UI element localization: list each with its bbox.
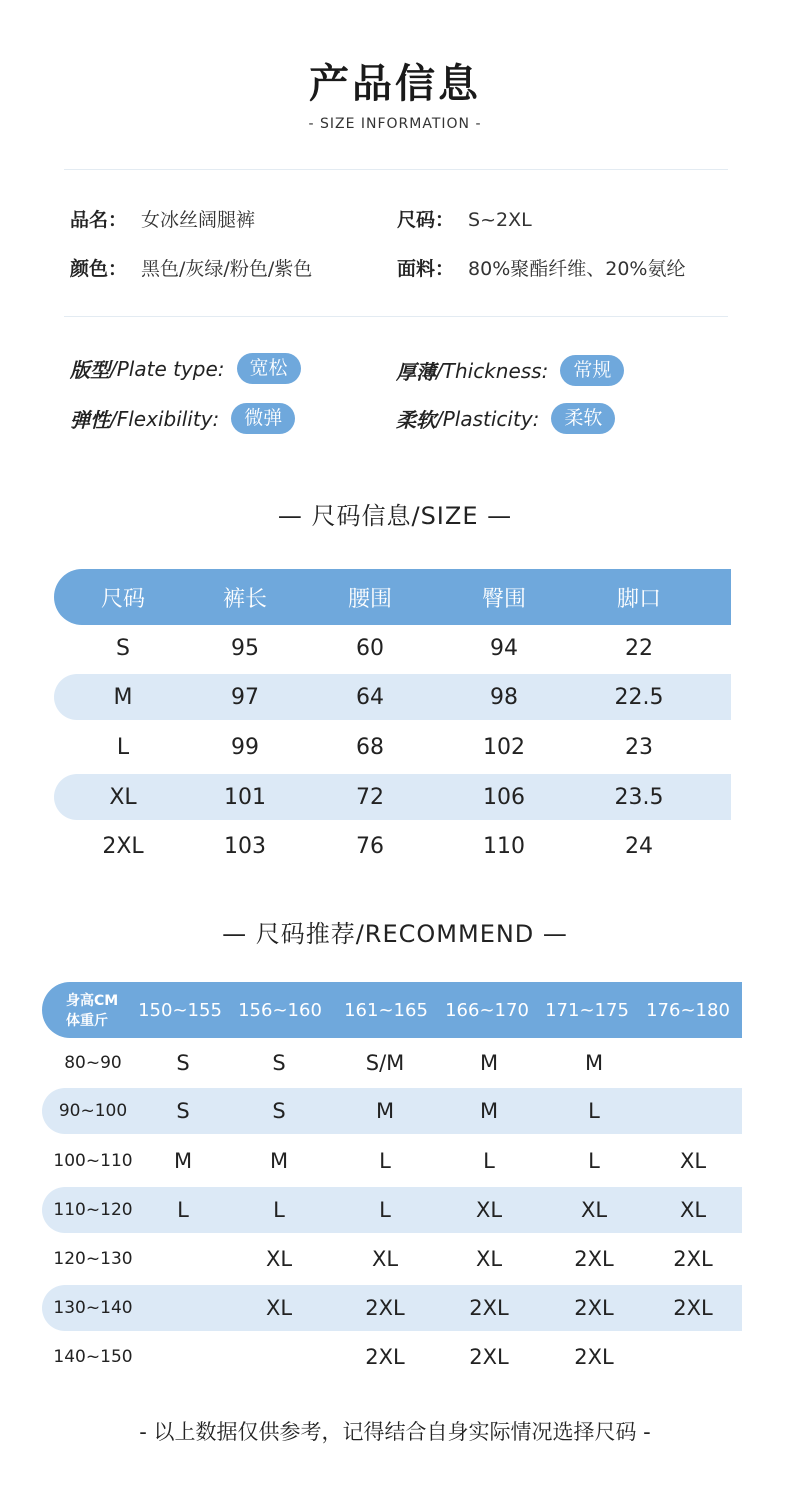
size-header-cell: 尺码: [100, 586, 146, 612]
height-header-cell: 166~170: [445, 999, 529, 1021]
divider-top: [64, 169, 728, 170]
info-fabric-label: 面料：: [397, 258, 455, 280]
weight-cell: 110~120: [53, 1200, 133, 1220]
table-row: [54, 774, 731, 820]
prop-plate-type-zh: 版型: [70, 358, 110, 382]
footer-note: - 以上数据仅供参考，记得结合自身实际情况选择尺码 -: [139, 1420, 651, 1444]
table-row: [42, 1088, 742, 1134]
table-row: [42, 1040, 742, 1086]
weight-cell: 100~110: [53, 1151, 133, 1171]
corner-weight-label: 体重斤: [66, 1013, 108, 1029]
page-title: 产品信息: [309, 61, 481, 107]
size-cell: 68: [356, 734, 384, 760]
size-cell: 103: [224, 833, 266, 859]
recommend-cell: L: [177, 1198, 189, 1222]
table-row: [42, 1138, 742, 1184]
recommend-cell: L: [379, 1198, 391, 1222]
prop-plasticity-zh: 柔软: [396, 408, 436, 432]
size-cell: 98: [490, 684, 518, 710]
recommend-cell: L: [588, 1149, 600, 1173]
info-size-label: 尺码：: [397, 209, 455, 231]
recommend-cell: S/M: [365, 1051, 405, 1075]
weight-cell: 140~150: [53, 1347, 133, 1367]
recommend-cell: XL: [580, 1198, 608, 1222]
recommend-cell: 2XL: [574, 1247, 614, 1271]
size-cell: 99: [231, 734, 259, 760]
recommend-corner-cell: [66, 991, 118, 1031]
recommend-cell: S: [272, 1051, 286, 1075]
size-cell: 97: [231, 684, 259, 710]
info-color-label: 颜色：: [70, 258, 128, 280]
recommend-cell: M: [479, 1099, 499, 1123]
table-row: [42, 1334, 742, 1380]
size-cell: L: [116, 734, 130, 760]
recommend-cell: XL: [265, 1296, 293, 1320]
height-header-cell: 161~165: [344, 999, 428, 1021]
prop-plate-type-en: /Plate type:: [110, 356, 225, 381]
recommend-cell: M: [173, 1149, 193, 1173]
size-table-header: [54, 569, 731, 625]
recommend-cell: L: [483, 1149, 495, 1173]
recommend-cell: 2XL: [365, 1296, 405, 1320]
recommend-cell: M: [479, 1051, 499, 1075]
size-cell: 110: [483, 833, 525, 859]
size-header-cell: 脚口: [616, 586, 662, 612]
info-name: [70, 205, 255, 232]
size-cell: 23: [625, 734, 653, 760]
recommend-cell: L: [273, 1198, 285, 1222]
size-cell: 106: [483, 784, 525, 810]
size-cell: 72: [356, 784, 384, 810]
height-header-cell: 176~180: [646, 999, 730, 1021]
size-cell: 24: [625, 833, 653, 859]
recommend-cell: XL: [679, 1198, 707, 1222]
weight-cell: 130~140: [53, 1298, 133, 1318]
info-fabric: [397, 254, 685, 281]
recommend-cell: S: [176, 1051, 190, 1075]
info-size-value: S~2XL: [468, 209, 532, 231]
recommend-cell: L: [588, 1099, 600, 1123]
page-subtitle: - SIZE INFORMATION -: [308, 116, 482, 132]
size-cell: 22.5: [614, 684, 664, 710]
recommend-cell: M: [584, 1051, 604, 1075]
recommend-cell: 2XL: [673, 1247, 713, 1271]
recommend-cell: L: [379, 1149, 391, 1173]
height-header-cell: 156~160: [238, 999, 322, 1021]
recommend-cell: M: [375, 1099, 395, 1123]
prop-thickness-en: /Thickness:: [436, 358, 549, 383]
weight-cell: 80~90: [64, 1053, 122, 1073]
prop-flexibility-zh: 弹性: [70, 408, 110, 432]
size-cell: 102: [483, 734, 525, 760]
table-row: [54, 823, 731, 869]
prop-plate-type: [70, 353, 301, 384]
size-cell: 101: [224, 784, 266, 810]
size-cell: 60: [356, 635, 384, 661]
size-cell: 22: [625, 635, 653, 661]
prop-plasticity-en: /Plasticity:: [436, 406, 540, 431]
recommend-cell: XL: [265, 1247, 293, 1271]
prop-flexibility-en: /Flexibility:: [110, 406, 220, 431]
info-size: [397, 205, 532, 232]
recommend-cell: 2XL: [574, 1296, 614, 1320]
prop-flexibility-badge: 微弹: [231, 403, 295, 434]
recommend-cell: XL: [679, 1149, 707, 1173]
recommend-cell: M: [269, 1149, 289, 1173]
prop-thickness: [396, 355, 624, 386]
table-row: [42, 1285, 742, 1331]
prop-thickness-zh: 厚薄: [396, 360, 436, 384]
table-row: [42, 1187, 742, 1233]
prop-thickness-badge: 常规: [560, 355, 624, 386]
info-color-value: 黑色/灰绿/粉色/紫色: [141, 258, 313, 280]
table-row: [54, 625, 731, 671]
size-cell: 2XL: [102, 833, 144, 859]
recommend-section-title: — 尺码推荐/RECOMMEND —: [222, 920, 568, 948]
weight-cell: 120~130: [53, 1249, 133, 1269]
size-header-cell: 裤长: [222, 586, 268, 612]
size-header-cell: 腰围: [347, 586, 393, 612]
recommend-cell: 2XL: [365, 1345, 405, 1369]
corner-height-label: 身高CM: [66, 993, 119, 1009]
table-row: [42, 1236, 742, 1282]
prop-plasticity-badge: 柔软: [551, 403, 615, 434]
size-header-cell: 臀围: [481, 586, 527, 612]
recommend-cell: XL: [475, 1247, 503, 1271]
recommend-cell: 2XL: [673, 1296, 713, 1320]
size-cell: XL: [109, 784, 137, 810]
size-section-title: — 尺码信息/SIZE —: [277, 502, 513, 530]
recommend-cell: 2XL: [469, 1345, 509, 1369]
recommend-cell: XL: [371, 1247, 399, 1271]
prop-plasticity: [396, 403, 615, 434]
size-cell: 64: [356, 684, 384, 710]
recommend-cell: 2XL: [469, 1296, 509, 1320]
recommend-cell: S: [176, 1099, 190, 1123]
height-header-cell: 150~155: [138, 999, 222, 1021]
divider-middle: [64, 316, 728, 317]
info-name-label: 品名：: [70, 209, 128, 231]
info-color: [70, 254, 312, 281]
size-cell: S: [116, 635, 130, 661]
recommend-cell: 2XL: [574, 1345, 614, 1369]
recommend-cell: XL: [475, 1198, 503, 1222]
prop-flexibility: [70, 403, 295, 434]
height-header-cell: 171~175: [545, 999, 629, 1021]
size-cell: 23.5: [614, 784, 664, 810]
size-cell: M: [113, 684, 133, 710]
size-cell: 76: [356, 833, 384, 859]
weight-cell: 90~100: [58, 1101, 128, 1121]
table-row: [54, 724, 731, 770]
info-name-value: 女冰丝阔腿裤: [141, 209, 256, 231]
size-cell: 95: [231, 635, 259, 661]
table-row: [54, 674, 731, 720]
prop-plate-type-badge: 宽松: [237, 353, 301, 384]
recommend-table-header: [42, 982, 742, 1038]
size-cell: 94: [490, 635, 518, 661]
recommend-cell: S: [272, 1099, 286, 1123]
info-fabric-value: 80%聚酯纤维、20%氨纶: [468, 258, 686, 280]
